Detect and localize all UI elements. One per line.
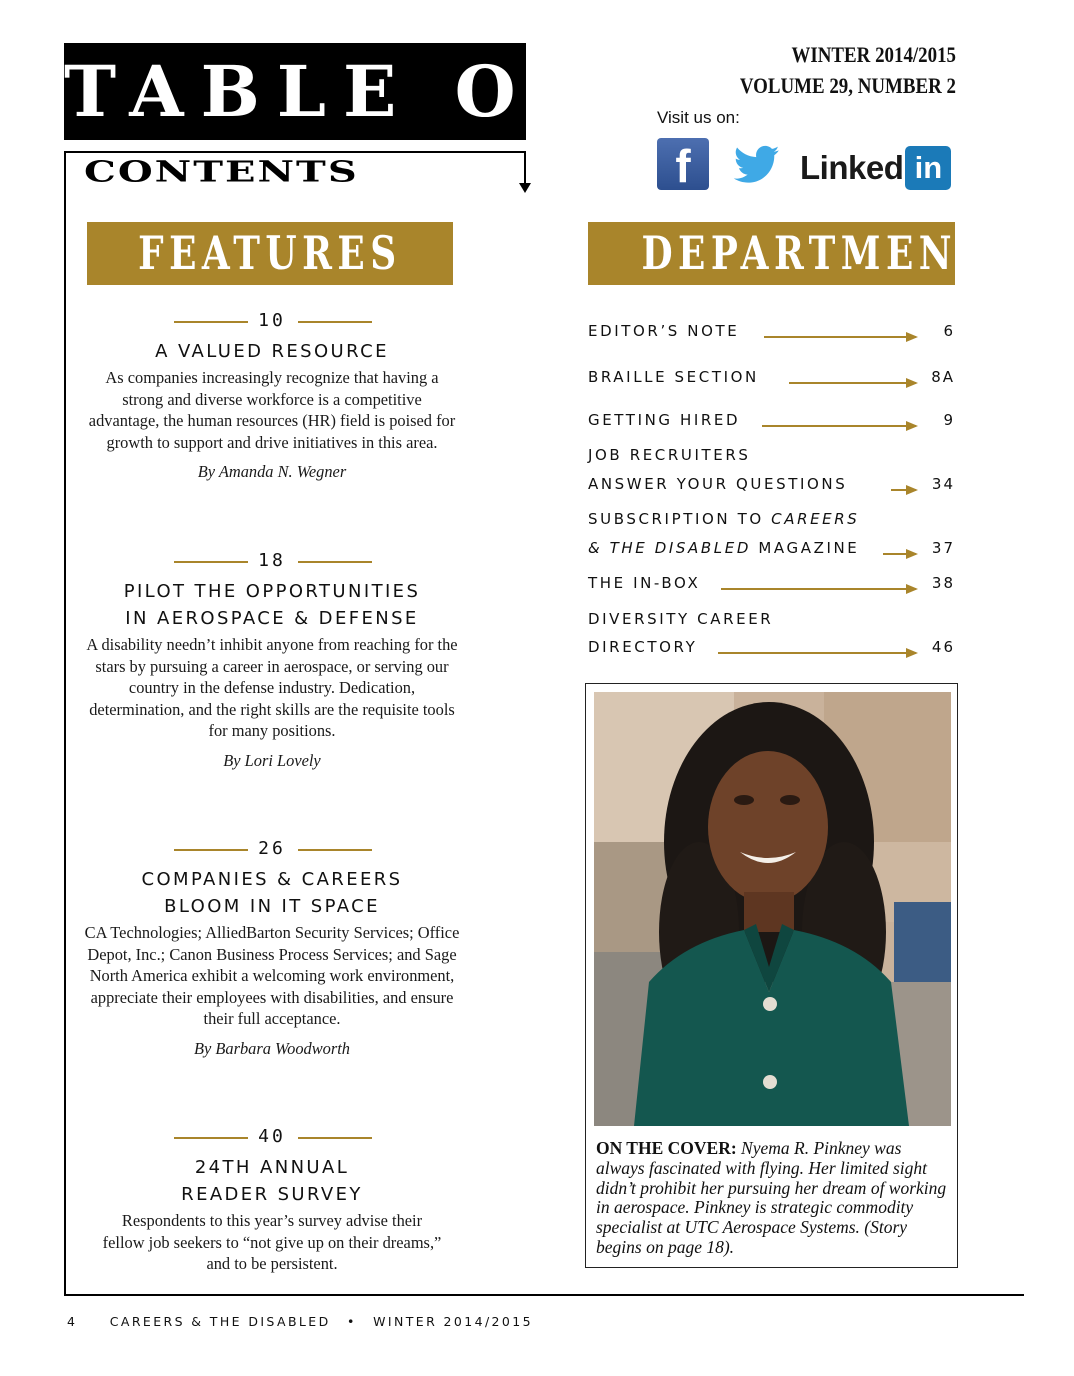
feature-title-line: COMPANIES & CAREERS xyxy=(141,869,403,890)
feature-item[interactable] xyxy=(82,550,462,771)
features-header: FEATURES xyxy=(87,222,453,285)
dept-arrow xyxy=(721,588,916,590)
dept-arrow xyxy=(718,652,916,654)
linkedin-logo[interactable] xyxy=(800,146,951,192)
feature-author: By Amanda N. Wegner xyxy=(197,462,347,481)
footer-bullet: • xyxy=(346,1314,357,1329)
dept-page: 34 xyxy=(931,475,955,493)
feature-item[interactable] xyxy=(82,838,462,1059)
dept-editors-note[interactable]: EDITOR’S NOTE xyxy=(588,322,740,340)
dept-braille-section[interactable]: BRAILLE SECTION xyxy=(588,368,759,386)
dept-subscription-line2[interactable]: & THE DISABLED MAGAZINE xyxy=(588,539,860,557)
dept-subscription-line1[interactable]: SUBSCRIPTION TO CAREERS xyxy=(588,510,860,528)
dept-job-recruiters-line2[interactable]: ANSWER YOUR QUESTIONS xyxy=(588,475,848,493)
feature-title-line: IN AEROSPACE & DEFENSE xyxy=(125,608,419,629)
departments-header: DEPARTMENTS xyxy=(588,222,955,285)
frame-bottom-rule xyxy=(64,1294,1024,1296)
feature-rule-left xyxy=(174,849,248,851)
feature-title: A VALUED RESOURCE xyxy=(155,341,389,362)
dept-page: 6 xyxy=(943,322,955,340)
dept-job-recruiters-line1[interactable]: JOB RECRUITERS xyxy=(588,446,751,464)
cover-photo xyxy=(594,692,951,1126)
dept-page: 9 xyxy=(943,411,955,429)
footer-page-number: 4 xyxy=(67,1314,78,1329)
feature-title-line: BLOOM IN IT SPACE xyxy=(164,896,380,917)
dept-getting-hired[interactable]: GETTING HIRED xyxy=(588,411,741,429)
feature-description: Respondents to this year’s survey advise their fellow job seekers to “not give up on their dreams,” and to be persistent. xyxy=(102,1211,442,1273)
feature-page-number: 18 xyxy=(82,550,462,572)
feature-author: By Lori Lovely xyxy=(223,750,321,770)
frame-left-rule xyxy=(64,151,66,1296)
feature-rule-right xyxy=(298,321,372,323)
facebook-icon[interactable]: f xyxy=(657,138,709,190)
twitter-icon[interactable] xyxy=(734,145,780,185)
feature-rule-left xyxy=(174,321,248,323)
feature-title-line: 24TH ANNUAL xyxy=(194,1157,350,1178)
dept-arrow xyxy=(883,553,916,555)
feature-page-number: 40 xyxy=(82,1126,462,1148)
footer-publication: CAREERS & THE DISABLED xyxy=(109,1314,331,1329)
linkedin-wordmark: Linked xyxy=(800,149,904,186)
feature-title-line: READER SURVEY xyxy=(181,1184,363,1205)
feature-page-number: 26 xyxy=(82,838,462,860)
dept-arrow xyxy=(789,382,916,384)
issue-season: WINTER 2014/2015 xyxy=(791,42,956,67)
feature-item[interactable] xyxy=(82,1126,462,1275)
cover-caption-text: Nyema R. Pinkney was always fascinated with flying. Her limited sight didn’t prohibit her pursuing her dream of working in aerospace. Pinkney is strategic commodity specialist at UTC Aerospace Systems. (Story begins on page 18). xyxy=(596,1138,947,1257)
feature-page-number: 10 xyxy=(82,310,462,332)
dept-in-box[interactable]: THE IN-BOX xyxy=(588,574,701,592)
feature-description: A disability needn’t inhibit anyone from reaching for the stars by pursuing a career in aerospace, or serving our country in the defense industry. Dedication, determination, and the right skills are the requisite tools for many positions. xyxy=(86,635,458,740)
dept-diversity-line1[interactable]: DIVERSITY CAREER xyxy=(588,610,774,628)
feature-item[interactable] xyxy=(82,310,462,482)
dept-page: 8A xyxy=(931,368,955,386)
dept-arrow xyxy=(891,489,916,491)
feature-rule-left xyxy=(174,561,248,563)
dept-page: 46 xyxy=(931,638,955,656)
feature-rule-right xyxy=(298,561,372,563)
feature-rule-right xyxy=(298,1137,372,1139)
title-table-of: TABLE OF xyxy=(64,43,526,140)
visit-us-label: Visit us on: xyxy=(657,108,740,127)
cover-label: ON THE COVER: xyxy=(596,1138,737,1158)
feature-description: CA Technologies; AlliedBarton Security Services; Office Depot, Inc.; Canon Business Process Services; and Sage North America exhibit a welcoming work environment, appreciate their employees with disabilities, and ensure their full acceptance. xyxy=(84,923,460,1028)
dept-diversity-line2[interactable]: DIRECTORY xyxy=(588,638,698,656)
title-contents: CONTENTS xyxy=(84,154,359,189)
issue-volume: VOLUME 29, NUMBER 2 xyxy=(739,73,956,98)
feature-title-line: PILOT THE OPPORTUNITIES xyxy=(123,581,421,602)
feature-rule-right xyxy=(298,849,372,851)
linkedin-in-badge: in xyxy=(905,146,951,190)
dept-page: 37 xyxy=(931,539,955,557)
feature-author: By Barbara Woodworth xyxy=(193,1038,351,1058)
cover-caption xyxy=(596,1139,954,1258)
footer xyxy=(67,1314,539,1329)
dept-page: 38 xyxy=(931,574,955,592)
dept-arrow xyxy=(764,336,916,338)
footer-season: WINTER 2014/2015 xyxy=(373,1314,533,1329)
feature-rule-left xyxy=(174,1137,248,1139)
dept-arrow xyxy=(762,425,916,427)
feature-description: As companies increasingly recognize that having a strong and diverse workforce is a competitive advantage, the human resources (HR) field is poised for growth to support and drive initiatives in this area. xyxy=(88,368,456,452)
